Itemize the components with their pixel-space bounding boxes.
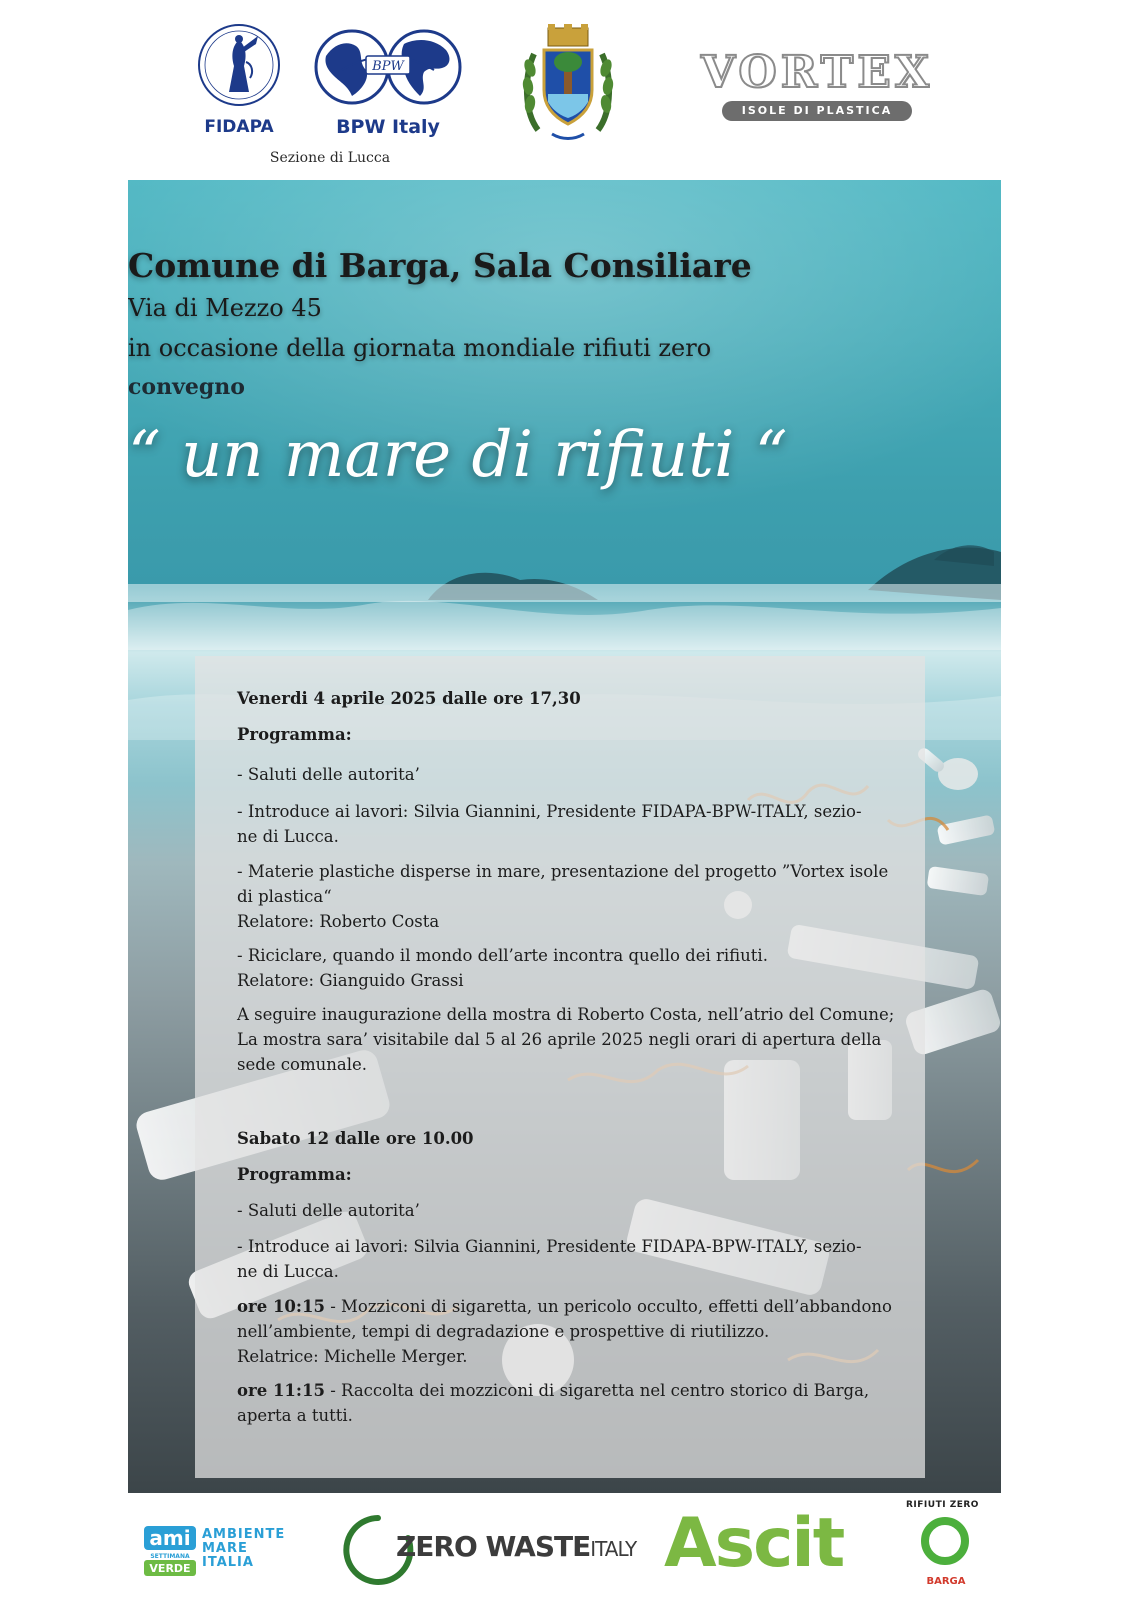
day2-heading: Sabato 12 dalle ore 10.00 bbox=[237, 1129, 474, 1148]
sezione-label: Sezione di Lucca bbox=[269, 150, 391, 166]
day1-heading: Venerdi 4 aprile 2025 dalle ore 17,30 bbox=[237, 689, 581, 708]
zero-waste-wordmark: ZERO WASTEITALY bbox=[396, 1530, 637, 1563]
day1-item-plastics: - Materie plastiche disperse in mare, presentazione del progetto ”Vortex isole di plastica“ Relatore: Roberto Costa bbox=[237, 862, 889, 931]
event-kind: convegno bbox=[128, 374, 245, 400]
vortex-tagline: ISOLE DI PLASTICA bbox=[722, 101, 912, 121]
ami-wordmark: AMBIENTE MARE ITALIA bbox=[202, 1527, 286, 1570]
day2-item-cigarette-talk: ore 10:15 - Mozziconi di sigaretta, un pericolo occulto, effetti dell’abbandono nell’ambiente, tempi di degradazione e prospettive di riutilizzo. Relatrice: Michelle Merger. bbox=[237, 1297, 892, 1366]
vortex-wordmark: VORTEX bbox=[701, 47, 933, 98]
ascit-wordmark: Ascit bbox=[664, 1504, 844, 1583]
day1-item-recycling: - Riciclare, quando il mondo dell’arte incontra quello dei rifiuti. Relatore: Gianguido Grassi bbox=[237, 946, 768, 990]
venue-address: Via di Mezzo 45 bbox=[128, 294, 322, 322]
rifiuti-zero-label: RIFIUTI ZERO bbox=[906, 1500, 979, 1510]
municipal-crest-icon bbox=[518, 20, 618, 144]
fidapa-logo-icon bbox=[196, 22, 282, 108]
ami-verde-text: VERDE bbox=[149, 1562, 191, 1575]
rifiuti-zero-ring-icon bbox=[918, 1514, 972, 1568]
day1-item-greetings: - Saluti delle autorita’ bbox=[237, 765, 420, 784]
day1-item-intro: - Introduce ai lavori: Silvia Giannini, Presidente FIDAPA-BPW-ITALY, sezio- ne di Lucca. bbox=[237, 802, 862, 846]
ami-badge-text: ami bbox=[149, 1526, 191, 1550]
program-panel bbox=[195, 656, 925, 1478]
bpw-ribbon-text: BPW bbox=[372, 59, 404, 74]
event-title: “ un mare di rifiuti “ bbox=[128, 418, 788, 492]
bpw-label: BPW Italy bbox=[336, 116, 440, 138]
day2-item-cleanup: ore 11:15 - Raccolta dei mozziconi di sigaretta nel centro storico di Barga, aperta a tutti. bbox=[237, 1381, 870, 1425]
ami-week-text: SETTIMANA bbox=[150, 1553, 190, 1560]
day1-program-label: Programma: bbox=[237, 725, 352, 744]
day2-item-greetings: - Saluti delle autorita’ bbox=[237, 1201, 420, 1220]
rifiuti-zero-town: BARGA bbox=[926, 1576, 966, 1587]
top-logo-strip bbox=[0, 0, 1131, 176]
event-poster bbox=[128, 180, 1001, 1493]
day2-item-intro: - Introduce ai lavori: Silvia Giannini, Presidente FIDAPA-BPW-ITALY, sezio- ne di Lucca. bbox=[237, 1237, 862, 1281]
day2-program-label: Programma: bbox=[237, 1165, 352, 1184]
ami-logo-icon bbox=[144, 1526, 196, 1576]
day1-exhibition-note: A seguire inaugurazione della mostra di Roberto Costa, nell’atrio del Comune; La mostra sara’ visitabile dal 5 al 26 aprile 2025 negli orari di apertura della sede comunale. bbox=[237, 1005, 895, 1074]
bottom-logo-strip bbox=[0, 1500, 1131, 1600]
venue-title: Comune di Barga, Sala Consiliare bbox=[128, 246, 752, 285]
occasion-line: in occasione della giornata mondiale rifiuti zero bbox=[128, 334, 712, 362]
bpw-globe-logo-icon bbox=[312, 26, 464, 108]
fidapa-label: FIDAPA bbox=[204, 117, 274, 137]
